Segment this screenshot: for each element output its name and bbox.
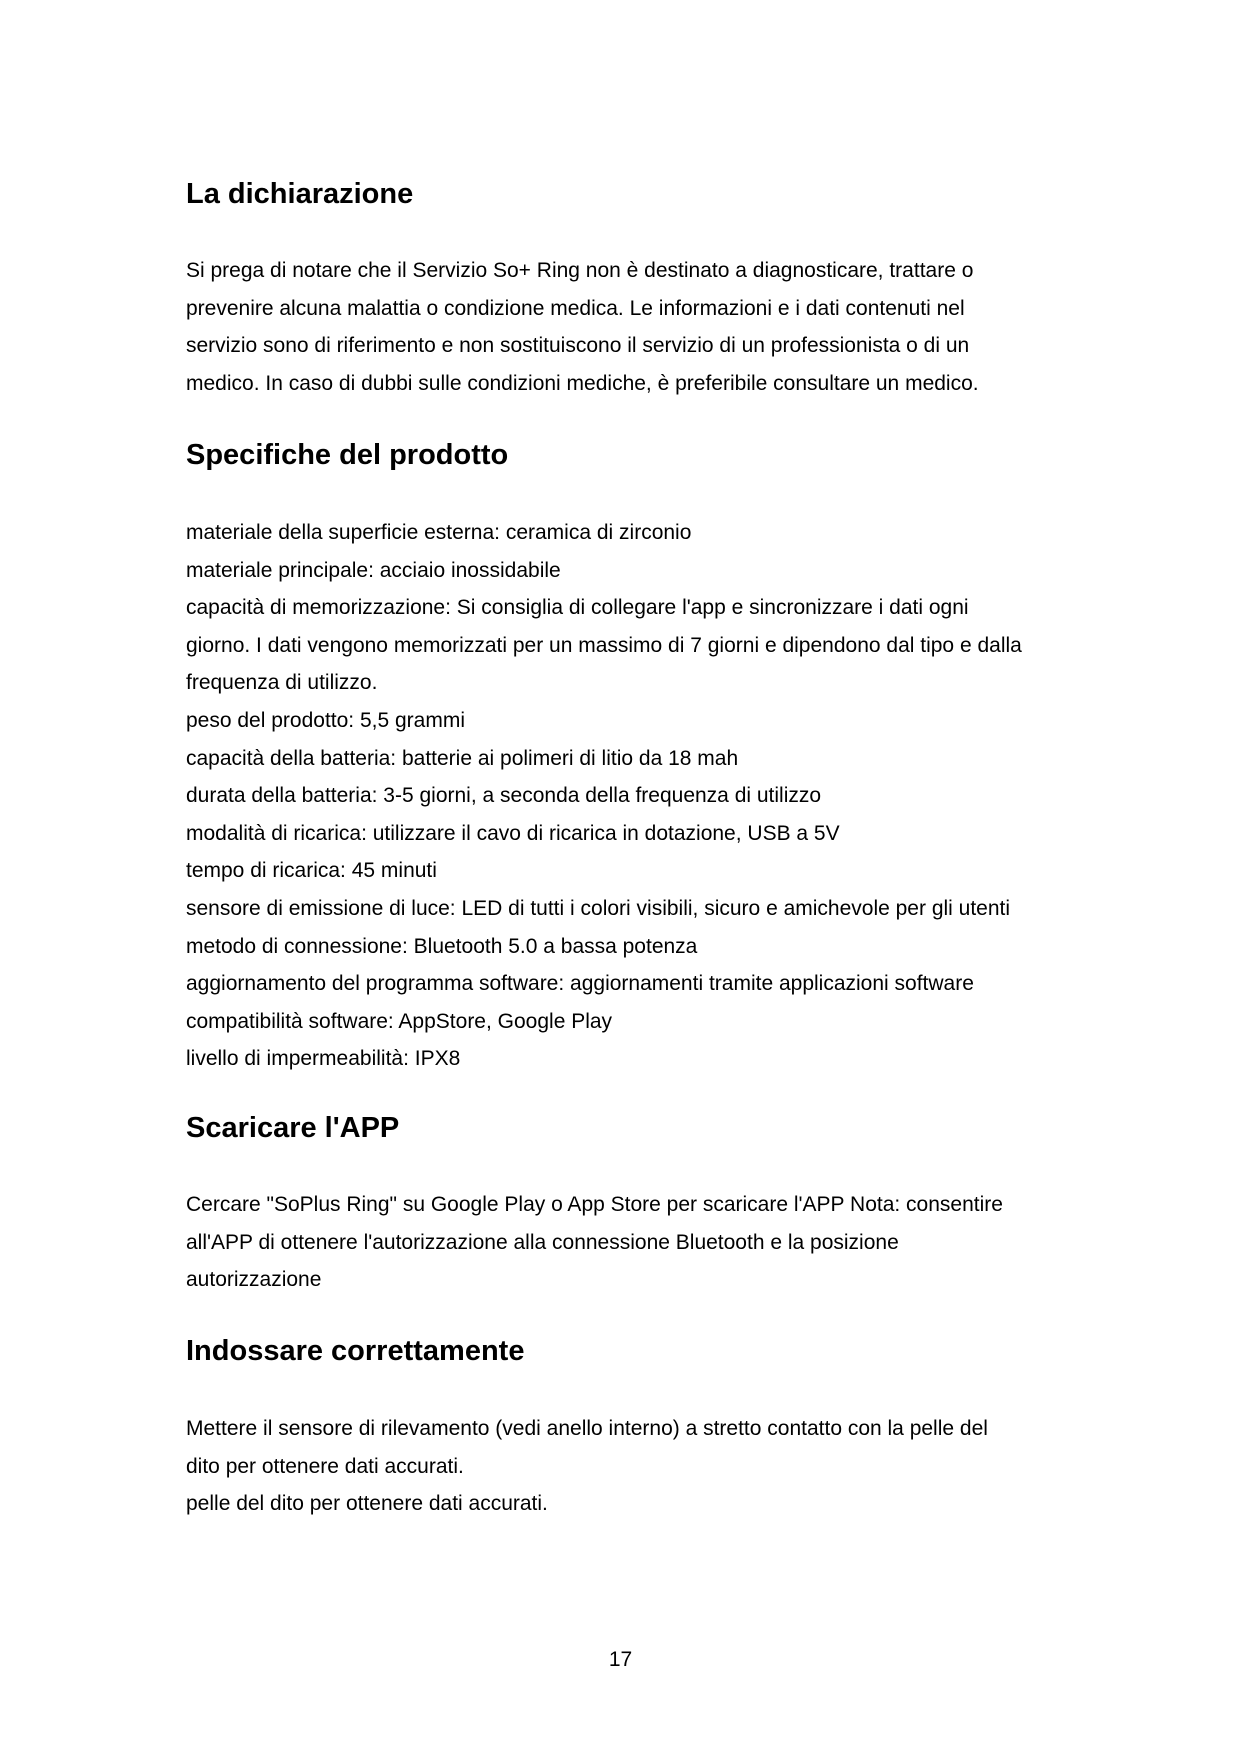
text-line: all'APP di ottenere l'autorizzazione alla connessione Bluetooth e la posizione xyxy=(186,1230,899,1254)
heading-indossare: Indossare correttamente xyxy=(186,1335,525,1367)
heading-specifiche: Specifiche del prodotto xyxy=(186,439,509,471)
text-line: Mettere il sensore di rilevamento (vedi anello interno) a stretto contatto con la pelle del xyxy=(186,1417,988,1440)
text-line: medico. In caso di dubbi sulle condizioni mediche, è preferibile consultare un medico. xyxy=(186,371,979,395)
spec-line: frequenza di utilizzo. xyxy=(186,671,378,695)
spec-line: capacità della batteria: batterie ai polimeri di litio da 18 mah xyxy=(186,746,739,770)
spec-line: aggiornamento del programma software: aggiornamenti tramite applicazioni software xyxy=(186,972,974,996)
spec-list xyxy=(186,514,1022,1078)
spec-line: compatibilità software: AppStore, Google Play xyxy=(186,1009,613,1033)
text-line: Si prega di notare che il Servizio So+ Ring non è destinato a diagnosticare, trattare o xyxy=(186,259,974,282)
spec-line: tempo di ricarica: 45 minuti xyxy=(186,859,437,883)
spec-line: livello di impermeabilità: IPX8 xyxy=(186,1047,461,1071)
spec-line: metodo di connessione: Bluetooth 5.0 a bassa potenza xyxy=(186,934,698,958)
spec-line: capacità di memorizzazione: Si consiglia di collegare l'app e sincronizzare i dati ogni xyxy=(186,596,969,620)
text-line: dito per ottenere dati accurati. xyxy=(186,1454,464,1478)
spec-line: durata della batteria: 3-5 giorni, a seconda della frequenza di utilizzo xyxy=(186,784,822,808)
heading-dichiarazione: La dichiarazione xyxy=(186,178,414,210)
spec-line: giorno. I dati vengono memorizzati per un massimo di 7 giorni e dipendono dal tipo e dalla xyxy=(186,633,1022,657)
spec-line: materiale principale: acciaio inossidabile xyxy=(186,558,561,582)
heading-scaricare-app: Scaricare l'APP xyxy=(186,1112,400,1144)
spec-line: sensore di emissione di luce: LED di tutti i colori visibili, sicuro e amichevole per gli utenti xyxy=(186,896,1011,920)
text-line: pelle del dito per ottenere dati accurati. xyxy=(186,1492,548,1516)
text-line: Cercare "SoPlus Ring" su Google Play o App Store per scaricare l'APP Nota: consentire xyxy=(186,1193,1003,1216)
paragraph-dichiarazione xyxy=(186,252,979,402)
page-number: 17 xyxy=(608,1648,633,1671)
paragraph-scaricare-app xyxy=(186,1186,1003,1299)
spec-line: modalità di ricarica: utilizzare il cavo di ricarica in dotazione, USB a 5V xyxy=(186,821,840,845)
spec-line: materiale della superficie esterna: ceramica di zirconio xyxy=(186,521,692,544)
text-line: servizio sono di riferimento e non sostituiscono il servizio di un professionista o di un xyxy=(186,334,970,358)
text-line: autorizzazione xyxy=(186,1268,322,1292)
text-line: prevenire alcuna malattia o condizione medica. Le informazioni e i dati contenuti nel xyxy=(186,296,965,320)
spec-line: peso del prodotto: 5,5 grammi xyxy=(186,708,465,732)
paragraph-indossare xyxy=(186,1410,988,1523)
